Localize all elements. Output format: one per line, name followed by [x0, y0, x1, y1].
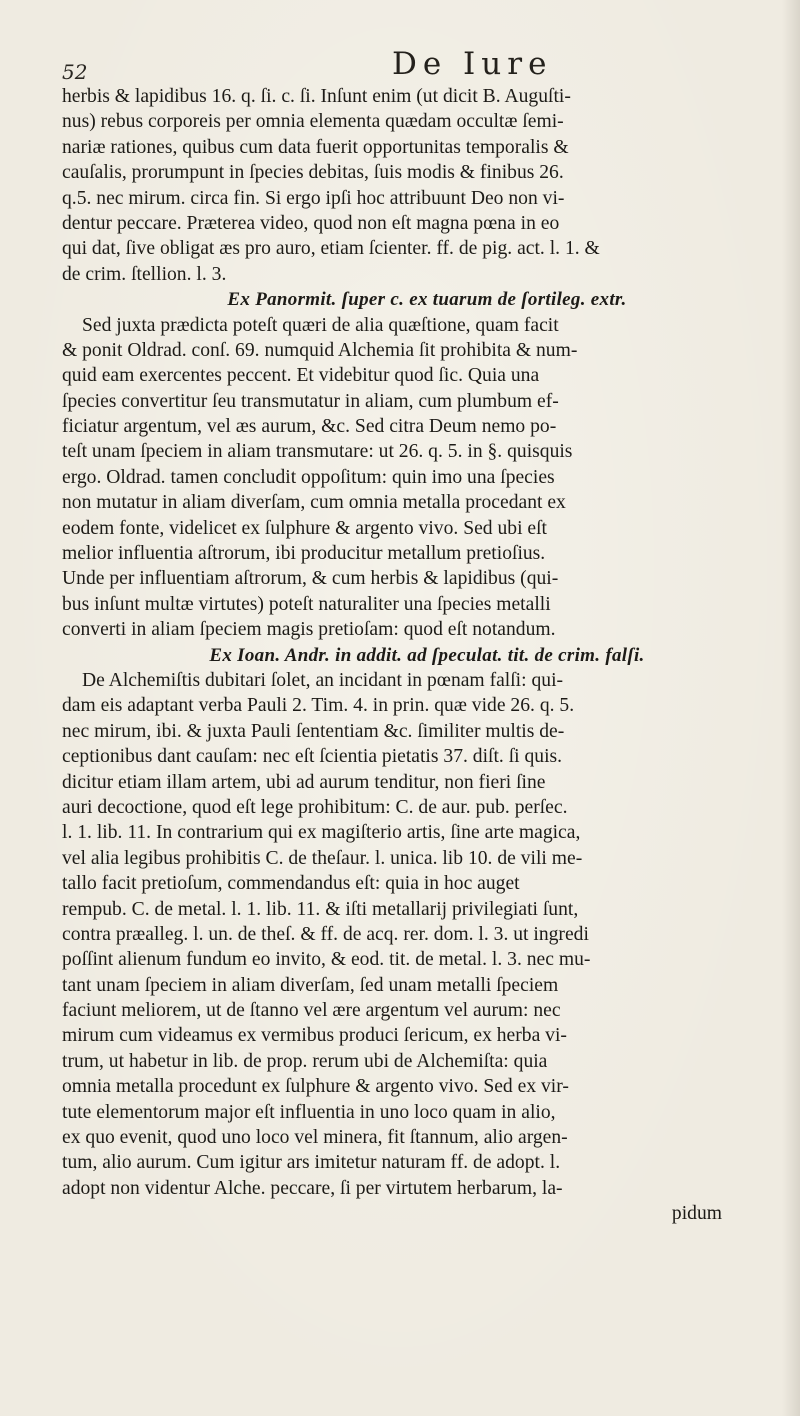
text-line: ſpecies convertitur ſeu transmutatur in aliam, cum plumbum ef-	[62, 390, 559, 412]
text-line: ex quo evenit, quod uno loco vel minera, fit ſtannum, alio argen-	[62, 1127, 568, 1149]
text-line: melior influentia aſtrorum, ibi producitur metallum pretioſius.	[62, 543, 546, 565]
text-line: vel alia legibus prohibitis C. de theſaur. l. unica. lib 10. de vili me-	[62, 847, 583, 869]
text-line: nec mirum, ibi. & juxta Pauli ſententiam &c. ſimiliter multis de-	[62, 720, 565, 742]
text-line: cauſalis, prorumpunt in ſpecies debitas, ſuis modis & finibus 26.	[62, 162, 564, 184]
text-line: bus inſunt multæ virtutes) poteſt naturaliter una ſpecies metalli	[62, 593, 551, 615]
running-head: De Iure	[392, 46, 553, 82]
text-line: tute elementorum major eſt influentia in uno loco quam in alio,	[62, 1101, 556, 1123]
text-line: non mutatur in aliam diverſam, cum omnia metalla procedant ex	[62, 492, 566, 514]
catchword: pidum	[671, 1203, 722, 1225]
text-line: q.5. nec mirum. circa fin. Si ergo ipſi hoc attribuunt Deo non vi-	[62, 187, 565, 209]
text-line: Unde per influentiam aſtrorum, & cum herbis & lapidibus (qui-	[62, 568, 559, 590]
text-line: nus) rebus corporeis per omnia elementa quædam occultæ ſemi-	[62, 111, 564, 133]
text-line: adopt non videntur Alche. peccare, ſi per virtutem herbarum, la-	[62, 1177, 563, 1199]
text-line: ceptionibus dant cauſam: nec eſt ſcientia pietatis 37. diſt. ſi quis.	[62, 746, 563, 768]
text-line: converti in aliam ſpeciem magis pretioſam: quod eſt notandum.	[62, 619, 556, 641]
text-line: ergo. Oldrad. tamen concludit oppoſitum: quin imo una ſpecies	[62, 466, 555, 488]
text-line: teſt unam ſpeciem in aliam transmutare: ut 26. q. 5. in §. quisquis	[62, 441, 573, 463]
text-line: trum, ut habetur in lib. de prop. rerum ubi de Alchemiſta: quia	[62, 1050, 548, 1072]
text-line: dam eis adaptant verba Pauli 2. Tim. 4. in prin. quæ vide 26. q. 5.	[62, 695, 575, 717]
text-line: omnia metalla procedunt ex ſulphure & argento vivo. Sed ex vir-	[62, 1076, 569, 1098]
text-line: de crim. ſtellion. l. 3.	[62, 263, 227, 285]
text-line: quid eam exercentes peccent. Et videbitur quod ſic. Quia una	[62, 365, 540, 387]
page-number: 52	[62, 60, 88, 84]
text-line: tallo facit pretioſum, commendandus eſt: quia in hoc auget	[62, 873, 520, 895]
text-line: & ponit Oldrad. conſ. 69. numquid Alchemia ſit prohibita & num-	[62, 339, 578, 361]
text-line: l. 1. lib. 11. In contrarium qui ex magiſterio artis, ſine arte magica,	[62, 822, 581, 844]
text-line: mirum cum videamus ex vermibus produci ſericum, ex herba vi-	[62, 1025, 567, 1047]
text-line: poſſint alienum fundum eo invito, & eod. tit. de metal. l. 3. nec mu-	[62, 949, 591, 971]
text-line: faciunt meliorem, ut de ſtanno vel ære argentum vel aurum: nec	[62, 1000, 561, 1022]
text-line: qui dat, ſive obligat æs pro auro, etiam ſcienter. ff. de pig. act. l. 1. &	[62, 238, 600, 260]
text-line: ficiatur argentum, vel æs aurum, &c. Sed citra Deum nemo po-	[62, 416, 557, 438]
text-line: dicitur etiam illam artem, ubi ad aurum tenditur, non fieri ſine	[62, 771, 546, 793]
text-line: tum, alio aurum. Cum igitur ars imitetur naturam ff. de adopt. l.	[62, 1152, 561, 1174]
text-line: Sed juxta prædicta poteſt quæri de alia quæſtione, quam facit	[82, 314, 559, 336]
text-line: nariæ rationes, quibus cum data fuerit opportunitas temporalis &	[62, 136, 569, 158]
text-line: eodem fonte, videlicet ex ſulphure & argento vivo. Sed ubi eſt	[62, 517, 548, 539]
text-line: contra præalleg. l. un. de theſ. & ff. de acq. rer. dom. l. 3. ut ingredi	[62, 923, 589, 945]
text-line: herbis & lapidibus 16. q. ſi. c. ſi. Inſunt enim (ut dicit B. Auguſti-	[62, 86, 571, 107]
text-line: tant unam ſpeciem in aliam diverſam, ſed unam metalli ſpeciem	[62, 974, 559, 996]
text-line: auri decoctione, quod eſt lege prohibitum: C. de aur. pub. perſec.	[62, 796, 568, 818]
text-line: De Alchemiſtis dubitari ſolet, an incidant in pœnam falſi: qui-	[82, 669, 564, 691]
section-rubric: Ex Ioan. Andr. in addit. ad ſpeculat. tit. de crim. falſi.	[209, 644, 645, 666]
text-line: dentur peccare. Præterea video, quod non eſt magna pœna in eo	[62, 212, 560, 234]
body-text	[62, 84, 792, 1227]
text-line: rempub. C. de metal. l. 1. lib. 11. & iſti metallarij privilegiati ſunt,	[62, 898, 579, 920]
section-rubric: Ex Panormit. ſuper c. ex tuarum de ſortileg. extr.	[227, 289, 627, 311]
